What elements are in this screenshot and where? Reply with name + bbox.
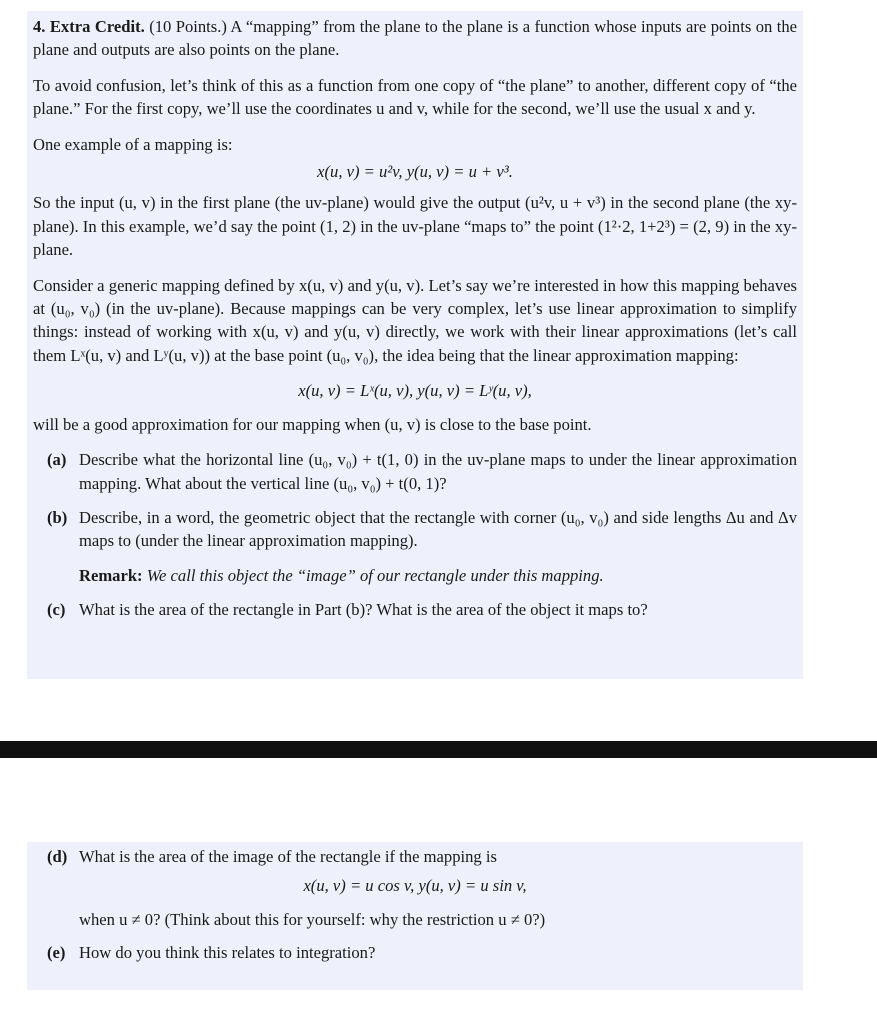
part-b [33,506,797,553]
example-equation: x(u, v) = u²v, y(u, v) = u + v³. [317,162,513,182]
part-c [33,598,797,621]
paragraph-coordinates: To avoid confusion, let’s think of this as a function from one copy of “the plane” to another, different copy of “the plane.” For the first copy, we’ll use the coordinates u and v, while for the second, we’ll use the usual x and y. [33,75,797,119]
part-b-text: Describe, in a word, the geometric object that the rectangle with corner (u₀, v₀) and side lengths Δu and Δv maps to (under the linear approximation mapping). [79,507,797,551]
part-d-followup: when u ≠ 0? (Think about this for yourself: why the restriction u ≠ 0?) [79,909,546,929]
remark-text: We call this object the “image” of our rectangle under this mapping. [146,565,604,585]
part-e-text: How do you think this relates to integration? [79,943,376,963]
remark-label: Remark: [79,565,143,585]
linear-approximation-equation: x(u, v) = Lˣ(u, v), y(u, v) = Lʸ(u, v), [298,381,532,401]
part-c-text: What is the area of the rectangle in Part (b)? What is the area of the object it maps to? [79,600,648,620]
part-d-text: What is the area of the image of the rectangle if the mapping is [79,847,497,866]
paragraph-base-point: will be a good approximation for our mapping when (u, v) is close to the base point. [33,414,592,434]
page-divider-bar [0,741,877,758]
polar-mapping-equation: x(u, v) = u cos v, y(u, v) = u sin v, [303,876,527,896]
remark [33,564,797,587]
part-a-label: (a) [47,450,67,470]
problem-points: (10 Points.) [149,17,227,36]
part-a [33,448,797,495]
paragraph-generic-mapping: Consider a generic mapping defined by x(u, v) and y(u, v). Let’s say we’re interested in how this mapping behaves at (u₀, v₀) (in the uv-plane). Because mappings can be very complex, let’s use linear approximation to simplify things: instead of working with x(u, v) and y(u, v) directly, we work with their linear approximations (let’s call them Lˣ(u, v) and Lʸ(u, v)) at the base point (u₀, v₀), the idea being that the linear approximation mapping: [33,275,797,365]
parts-list-top [33,448,797,621]
part-b-label: (b) [47,507,68,527]
paragraph-example-lead: One example of a mapping is: [33,134,233,154]
part-e [33,941,797,964]
problem-card-bottom [27,842,803,990]
problem-intro [33,15,797,62]
part-e-label: (e) [47,943,66,963]
problem-heading: 4. Extra Credit. [33,17,145,36]
paragraph-example-explanation: So the input (u, v) in the first plane (the uv-plane) would give the output (u²v, u + v³) in the second plane (the xy-plane). In this example, we’d say the point (1, 2) in the uv-plane “maps to” the point (1²·2, 1+2³) = (2, 9) in the xy-plane. [33,193,797,260]
part-c-label: (c) [47,600,66,620]
intro-text: A “mapping” from the plane to the plane is a function whose inputs are points on the plane and outputs are also points on the plane. [33,17,797,60]
problem-card-top [27,11,803,679]
part-d [33,845,797,868]
part-a-text: Describe what the horizontal line (u₀, v₀) + t(1, 0) in the uv-plane maps to under the linear approximation mapping. What about the vertical line (u₀, v₀) + t(0, 1)? [79,450,797,493]
part-d-label: (d) [47,847,68,866]
